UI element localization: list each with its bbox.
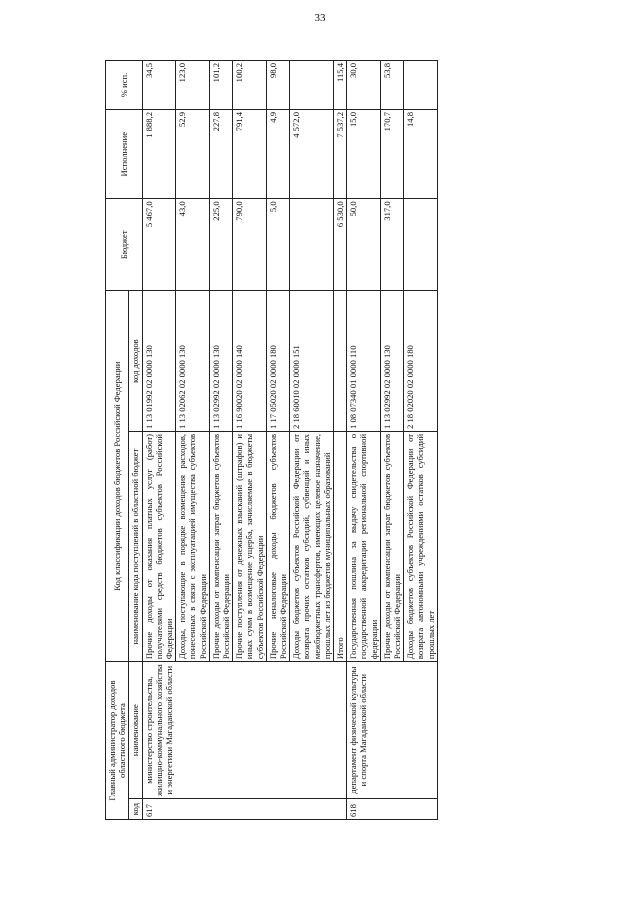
income-name-header: наименование кода поступлений в областной бюджет xyxy=(129,431,142,661)
income-code: 1 17 05020 02 0000 180 xyxy=(266,291,289,432)
income-name: Доходы бюджетов субъектов Российской Федерации от возврата прочих остатков субсидий, субвенций и иных межбюджетных трансфертов, имеющих целевое назначение, прошлых лет из бюджетов муниципальных образований xyxy=(290,431,334,661)
execution-value: 4 572,0 xyxy=(290,110,334,199)
table-row xyxy=(347,61,381,820)
page-number: 33 xyxy=(314,12,326,24)
income-name: Прочие доходы от компенсации затрат бюджетов субъектов Российской Федерации xyxy=(209,431,232,661)
budget-header: Бюджет xyxy=(106,199,143,291)
total-code-empty xyxy=(334,291,347,432)
income-name: Прочие поступления от денежных взысканий (штрафов) и иных сумм в возмещение ущерба, зачисляемые в бюджеты субъектов Российской Федерации xyxy=(233,431,267,661)
execution-header: Исполнение xyxy=(106,110,143,199)
execution-value: 227,8 xyxy=(209,110,232,199)
income-name: Государственная пошлина за выдачу свидетельства о государственной аккредитации региональной спортивной федерации xyxy=(347,431,381,661)
budget-value: 225,0 xyxy=(209,199,232,291)
income-name: Прочие неналоговые доходы бюджетов субъектов Российской Федерации xyxy=(266,431,289,661)
execution-value: 170,7 xyxy=(380,110,403,199)
income-name: Прочие доходы от оказания платных услуг (работ) получателями средств бюджетов субъектов Российской Федерации xyxy=(142,431,176,661)
budget-value: 5,0 xyxy=(266,199,289,291)
percent-value: 123,0 xyxy=(176,61,210,110)
admin-code: 617 xyxy=(142,799,347,820)
percent-value: 30,0 xyxy=(347,61,381,110)
execution-value: 1 888,2 xyxy=(142,110,176,199)
admin-name: министерство строительства, жилищно-коммунального хозяйства и энергетики Магаданской области xyxy=(142,662,347,799)
execution-value: 14,8 xyxy=(404,110,438,199)
total-budget: 6 530,0 xyxy=(334,199,347,291)
execution-value: 15,0 xyxy=(347,110,381,199)
execution-value: 52,9 xyxy=(176,110,210,199)
income-code: 1 13 02992 02 0000 130 xyxy=(380,291,403,432)
kbk-group-header: Код классификации доходов бюджетов Российской Федерации xyxy=(106,291,129,662)
total-label: Итого xyxy=(334,431,347,661)
execution-value: 4,9 xyxy=(266,110,289,199)
percent-value: 100,2 xyxy=(233,61,267,110)
admin-code: 618 xyxy=(347,799,438,820)
budget-value: 50,0 xyxy=(347,199,381,291)
income-code: 1 16 90020 02 0000 140 xyxy=(233,291,267,432)
execution-value: 791,4 xyxy=(233,110,267,199)
rotated-table-container xyxy=(105,60,535,820)
percent-value xyxy=(290,61,334,110)
income-code: 1 13 02062 02 0000 130 xyxy=(176,291,210,432)
admin-group-header: Главный администратор доходов областного бюджета xyxy=(106,662,129,820)
percent-value: 101,2 xyxy=(209,61,232,110)
budget-value: 317,0 xyxy=(380,199,403,291)
budget-value: 5 467,0 xyxy=(142,199,176,291)
total-percent: 115,4 xyxy=(334,61,347,110)
budget-value: 43,0 xyxy=(176,199,210,291)
name-header: наименование xyxy=(129,662,142,799)
percent-value xyxy=(404,61,438,110)
income-code-header: код доходов xyxy=(129,291,142,432)
percent-value: 98,0 xyxy=(266,61,289,110)
income-code: 1 13 01992 02 0000 130 xyxy=(142,291,176,432)
budget-value xyxy=(404,199,438,291)
percent-value: 34,5 xyxy=(142,61,176,110)
income-name: Доходы бюджетов субъектов Российской Федерации от возврата автономными учреждениями остатков субсидий прошлых лет xyxy=(404,431,438,661)
income-code: 1 13 02992 02 0000 130 xyxy=(209,291,232,432)
total-execution: 7 537,2 xyxy=(334,110,347,199)
percent-header: % исп. xyxy=(106,61,143,110)
code-header: код xyxy=(129,799,142,820)
income-name: Доходы, поступающие в порядке возмещения расходов, понесенных в связи с эксплуатацией имущества субъектов Российской Федерации xyxy=(176,431,210,661)
budget-value xyxy=(290,199,334,291)
income-code: 2 18 02020 02 0000 180 xyxy=(404,291,438,432)
income-code: 2 18 60010 02 0000 151 xyxy=(290,291,334,432)
revenue-table xyxy=(105,60,438,820)
percent-value: 53,8 xyxy=(380,61,403,110)
table-row xyxy=(142,61,176,820)
income-code: 1 08 07340 01 0000 110 xyxy=(347,291,381,432)
admin-name: департамент физической культуры и спорта Магаданской области xyxy=(347,662,438,799)
income-name: Прочие доходы от компенсации затрат бюджетов субъектов Российской Федерации xyxy=(380,431,403,661)
budget-value: 790,0 xyxy=(233,199,267,291)
